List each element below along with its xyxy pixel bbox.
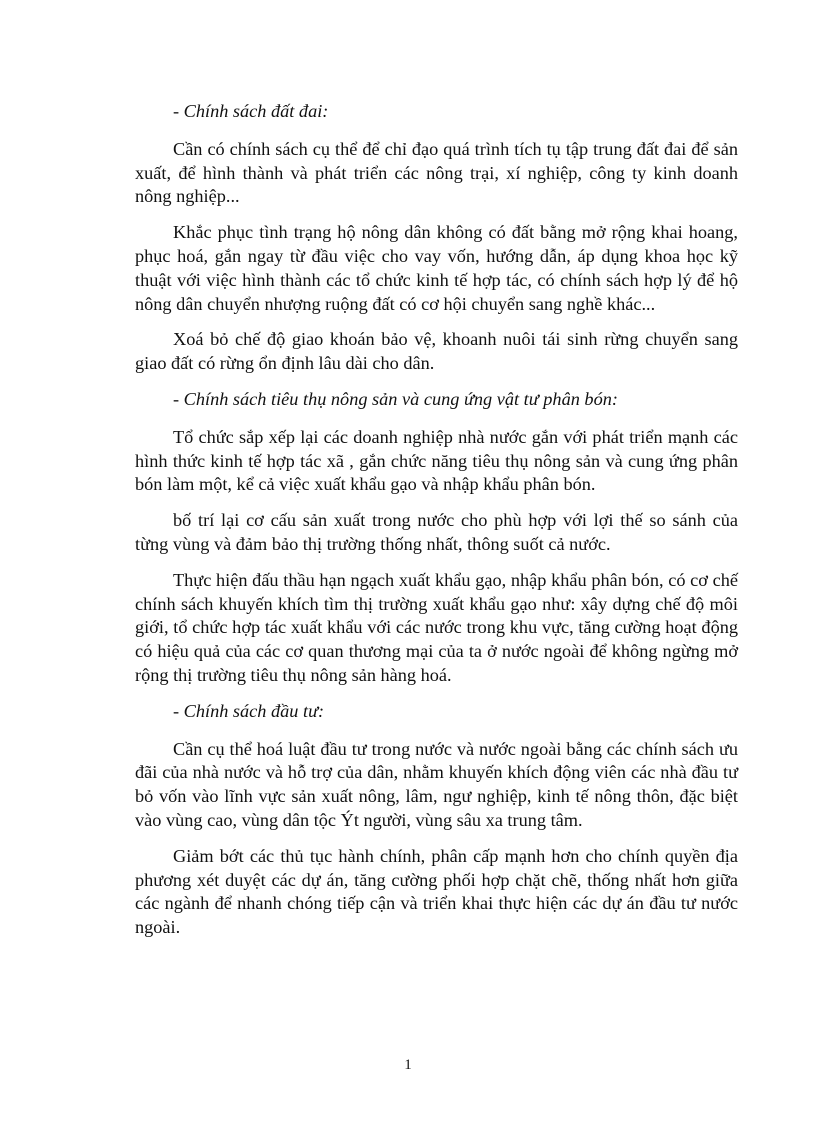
paragraph: Tổ chức sắp xếp lại các doanh nghiệp nhà nước gắn với phát triển mạnh các hình thức kinh tế hợp tác xã , gắn chức năng tiêu thụ nông sản và cung ứng phân bón làm một, kể cả việc xuất khẩu gạo và nhập khẩu phân bón.: [135, 426, 738, 495]
section-heading-consumption-policy: - Chính sách tiêu thụ nông sản và cung ứng vật tư phân bón:: [173, 388, 618, 409]
section-heading-investment-policy: - Chính sách đầu tư:: [173, 700, 325, 721]
document-body: [135, 100, 738, 952]
section-heading-land-policy: - Chính sách đất đai:: [173, 101, 329, 121]
paragraph: Khắc phục tình trạng hộ nông dân không có đất bằng mở rộng khai hoang, phục hoá, gắn ngay từ đầu việc cho vay vốn, hướng dẫn, áp dụng khoa học kỹ thuật với việc hình thành các tổ chức kinh tế hợp tác, có chính sách hợp lý để hộ nông dân chuyển nhượng ruộng đất có cơ hội chuyển sang nghề khác...: [135, 222, 738, 314]
paragraph: Thực hiện đấu thầu hạn ngạch xuất khẩu gạo, nhập khẩu phân bón, có cơ chế chính sách khuyến khích tìm thị trường xuất khẩu gạo như: xây dựng chế độ môi giới, tổ chức hợp tác xuất khẩu với các nước trong khu vực, tăng cường hoạt động có hiệu quả của các cơ quan thương mại của ta ở nước ngoài để không ngừng mở rộng thị trường tiêu thụ nông sản hàng hoá.: [135, 569, 738, 685]
paragraph: Cần có chính sách cụ thể để chỉ đạo quá trình tích tụ tập trung đất đai để sản xuất, để hình thành và phát triển các nông trại, xí nghiệp, công ty kinh doanh nông nghiệp...: [135, 138, 738, 207]
page-number: 1: [404, 1057, 412, 1073]
paragraph: bố trí lại cơ cấu sản xuất trong nước cho phù hợp với lợi thế so sánh của từng vùng và đảm bảo thị trường thống nhất, thông suốt cả nước.: [135, 510, 738, 554]
paragraph: Cần cụ thể hoá luật đầu tư trong nước và nước ngoài bằng các chính sách ưu đãi của nhà nước và hỗ trợ của dân, nhằm khuyến khích động viên các nhà đầu tư bỏ vốn vào lĩnh vực sản xuất nông, lâm, ngư nghiệp, kinh tế nông thôn, đặc biệt vào vùng cao, vùng dân tộc Ýt người, vùng sâu xa trung tâm.: [135, 738, 738, 830]
paragraph: Giảm bớt các thủ tục hành chính, phân cấp mạnh hơn cho chính quyền địa phương xét duyệt các dự án, tăng cường phối hợp chặt chẽ, thống nhất hơn giữa các ngành để nhanh chóng tiếp cận và triển khai thực hiện các dự án đầu tư nước ngoài.: [135, 845, 738, 938]
paragraph: Xoá bỏ chế độ giao khoán bảo vệ, khoanh nuôi tái sinh rừng chuyển sang giao đất có rừng ổn định lâu dài cho dân.: [135, 329, 738, 374]
